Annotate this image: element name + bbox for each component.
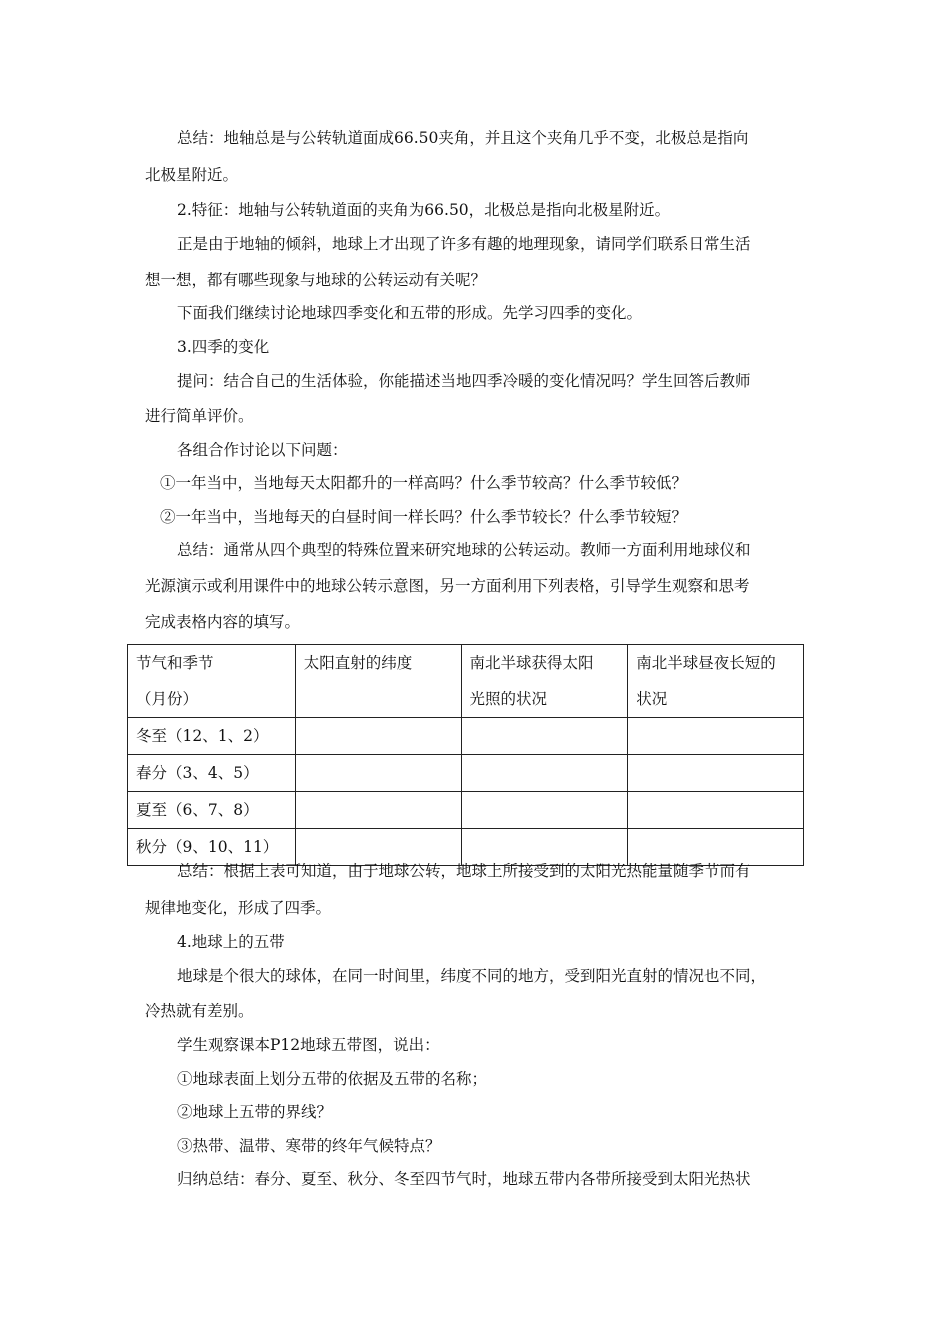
table-cell bbox=[628, 718, 804, 755]
paragraph: 冷热就有差别。 bbox=[145, 1002, 254, 1020]
table-header-cell: 南北半球昼夜长短的 状况 bbox=[628, 645, 804, 718]
table-cell bbox=[628, 792, 804, 829]
section-heading: 4.地球上的五带 bbox=[177, 933, 285, 951]
table-header-cell: 太阳直射的纬度 bbox=[295, 645, 461, 718]
table-header-cell: 节气和季节 （月份） bbox=[128, 645, 296, 718]
paragraph: 各组合作讨论以下问题： bbox=[177, 441, 348, 459]
table-cell: 夏至（6、7、8） bbox=[128, 792, 296, 829]
table-cell bbox=[461, 829, 628, 866]
seasons-table bbox=[127, 644, 804, 866]
paragraph: 地球是个很大的球体，在同一时间里，纬度不同的地方，受到阳光直射的情况也不同， bbox=[177, 967, 767, 985]
table-cell bbox=[461, 755, 628, 792]
table-header-row bbox=[128, 645, 804, 718]
paragraph: 规律地变化，形成了四季。 bbox=[145, 899, 332, 917]
table-row bbox=[128, 792, 804, 829]
table-cell: 秋分（9、10、11） bbox=[128, 829, 296, 866]
table-cell bbox=[295, 755, 461, 792]
paragraph: 提问：结合自己的生活体验，你能描述当地四季冷暖的变化情况吗？学生回答后教师 bbox=[177, 372, 751, 390]
table-row bbox=[128, 755, 804, 792]
table-cell: 冬至（12、1、2） bbox=[128, 718, 296, 755]
paragraph: 正是由于地轴的倾斜，地球上才出现了许多有趣的地理现象，请同学们联系日常生活 bbox=[177, 235, 751, 253]
paragraph: 学生观察课本P12地球五带图，说出： bbox=[177, 1036, 440, 1054]
paragraph: 想一想，都有哪些现象与地球的公转运动有关呢？ bbox=[145, 271, 487, 289]
section-heading: 3.四季的变化 bbox=[177, 338, 270, 356]
table-cell bbox=[295, 829, 461, 866]
paragraph: 下面我们继续讨论地球四季变化和五带的形成。先学习四季的变化。 bbox=[177, 304, 643, 322]
table-cell bbox=[295, 718, 461, 755]
table-row bbox=[128, 718, 804, 755]
paragraph: 总结：根据上表可知道，由于地球公转，地球上所接受到的太阳光热能量随季节而有 bbox=[177, 862, 751, 880]
paragraph: 光源演示或利用课件中的地球公转示意图，另一方面利用下列表格，引导学生观察和思考 bbox=[145, 577, 750, 595]
paragraph: 总结：地轴总是与公转轨道面成66.50夹角，并且这个夹角几乎不变，北极总是指向 bbox=[177, 129, 749, 147]
list-item: ①一年当中，当地每天太阳都升的一样高吗？什么季节较高？什么季节较低？ bbox=[160, 474, 688, 492]
table-cell bbox=[461, 792, 628, 829]
paragraph: 北极星附近。 bbox=[145, 166, 239, 184]
table-cell bbox=[461, 718, 628, 755]
table-row bbox=[128, 829, 804, 866]
table-cell bbox=[295, 792, 461, 829]
table-header-cell: 南北半球获得太阳 光照的状况 bbox=[461, 645, 628, 718]
paragraph: 归纳总结：春分、夏至、秋分、冬至四节气时，地球五带内各带所接受到太阳光热状 bbox=[177, 1170, 751, 1188]
table-cell: 春分（3、4、5） bbox=[128, 755, 296, 792]
table-cell bbox=[628, 829, 804, 866]
paragraph: 2.特征：地轴与公转轨道面的夹角为66.50，北极总是指向北极星附近。 bbox=[177, 201, 671, 219]
list-item: ③热带、温带、寒带的终年气候特点？ bbox=[177, 1137, 441, 1155]
paragraph: 总结：通常从四个典型的特殊位置来研究地球的公转运动。教师一方面利用地球仪和 bbox=[177, 541, 751, 559]
paragraph: 完成表格内容的填写。 bbox=[145, 613, 301, 631]
list-item: ②地球上五带的界线？ bbox=[177, 1103, 333, 1121]
paragraph: 进行简单评价。 bbox=[145, 407, 254, 425]
list-item: ①地球表面上划分五带的依据及五带的名称； bbox=[177, 1070, 488, 1088]
list-item: ②一年当中，当地每天的白昼时间一样长吗？什么季节较长？什么季节较短？ bbox=[160, 508, 688, 526]
table-cell bbox=[628, 755, 804, 792]
